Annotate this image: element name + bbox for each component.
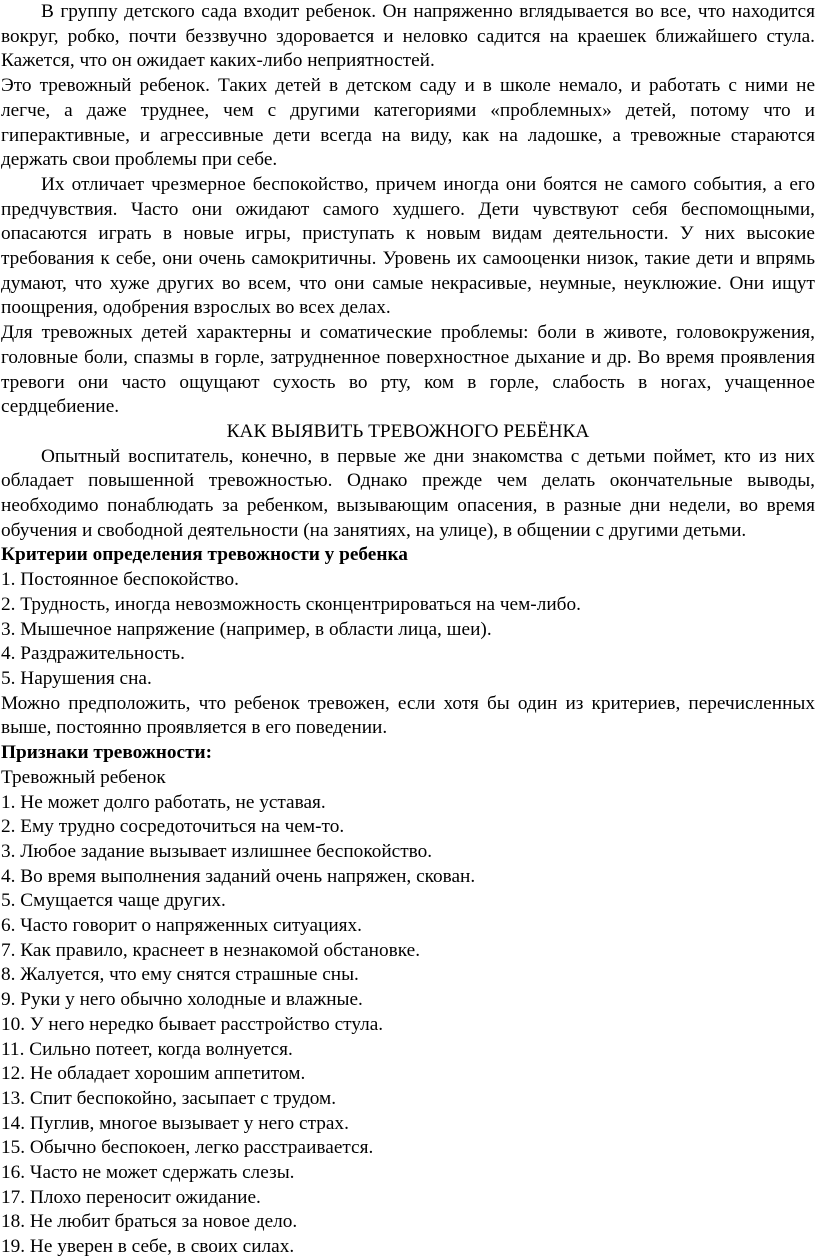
list-item: 7. Как правило, краснеет в незнакомой обстановке.: [1, 939, 421, 961]
list-item: 13. Спит беспокойно, засыпает с трудом.: [1, 1087, 337, 1109]
list-item: 2. Трудность, иногда невозможность сконцентрироваться на чем-либо.: [1, 593, 581, 615]
list-item: 1. Постоянное беспокойство.: [1, 569, 239, 591]
list-item: 16. Часто не может сдержать слезы.: [1, 1162, 295, 1184]
list-item: 10. У него нередко бывает расстройство стула.: [1, 1013, 384, 1035]
list-item: 11. Сильно потеет, когда волнуется.: [1, 1038, 293, 1060]
signs-list: [1, 791, 815, 1260]
list-item: 4. Раздражительность.: [1, 643, 185, 665]
list-item: 2. Ему трудно сосредоточиться на чем-то.: [1, 816, 345, 838]
list-item: 17. Плохо переносит ожидание.: [1, 1186, 261, 1208]
intro-paragraph-1: В группу детского сада входит ребенок. Он напряженно вглядывается во все, что находится вокруг, робко, почти беззвучно здоровается и неловко садится на краешек ближайшего стула. Кажется, что он ожидает каких-либо неприятностей.: [1, 1, 815, 72]
signs-heading: Признаки тревожности:: [1, 742, 213, 764]
list-item: 19. Не уверен в себе, в своих силах.: [1, 1236, 295, 1258]
list-item: 8. Жалуется, что ему снятся страшные сны.: [1, 964, 359, 986]
section-heading: КАК ВЫЯВИТЬ ТРЕВОЖНОГО РЕБЁНКА: [226, 420, 590, 442]
intro-paragraph-3: Их отличает чрезмерное беспокойство, причем иногда они боятся не самого события, а его предчувствия. Часто они ожидают самого худшего. Дети чувствуют себя беспомощными, опасаются играть в новые игры, приступать к новым видам деятельности. У них высокие требования к себе, они очень самокритичны. Уровень их самооценки низок, такие дети и впрямь думают, что хуже других во всем, что они самые некрасивые, неумные, неуклюжие. Они ищут поощрения, одобрения взрослых во всех делах.: [1, 173, 815, 319]
criteria-heading: Критерии определения тревожности у ребенка: [1, 544, 408, 566]
section-paragraph: Опытный воспитатель, конечно, в первые же дни знакомства с детьми поймет, кто из них обладает повышенной тревожностью. Однако прежде чем делать окончательные выводы, необходимо понаблюдать за ребенком, вызывающим опасения, в разные дни недели, во время обучения и свободной деятельности (на занятиях, на улице), в общении с другими детьми.: [1, 445, 815, 541]
intro-paragraph-2: Это тревожный ребенок. Таких детей в детском саду и в школе немало, и работать с ними не легче, а даже труднее, чем с другими категориями «проблемных» детей, потому что и гиперактивные, и агрессивные дети всегда на виду, как на ладошке, а тревожные стараются держать свои проблемы при себе.: [1, 75, 815, 171]
list-item: 5. Смущается чаще других.: [1, 890, 226, 912]
list-item: 18. Не любит браться за новое дело.: [1, 1211, 298, 1233]
criteria-note: Можно предположить, что ребенок тревожен, если хотя бы один из критериев, перечисленных выше, постоянно проявляется в его поведении.: [1, 692, 815, 739]
list-item: 12. Не обладает хорошим аппетитом.: [1, 1063, 306, 1085]
signs-subject: Тревожный ребенок: [1, 766, 166, 788]
list-item: 1. Не может долго работать, не уставая.: [1, 791, 326, 813]
list-item: 14. Пуглив, многое вызывает у него страх.: [1, 1112, 349, 1134]
list-item: 3. Мышечное напряжение (например, в области лица, шеи).: [1, 618, 492, 640]
list-item: 9. Руки у него обычно холодные и влажные.: [1, 989, 363, 1011]
list-item: 15. Обычно беспокоен, легко расстраивается.: [1, 1137, 374, 1159]
criteria-list: [1, 568, 815, 692]
intro-paragraph-4: Для тревожных детей характерны и соматические проблемы: боли в животе, головокружения, головные боли, спазмы в горле, затрудненное поверхностное дыхание и др. Во время проявления тревоги они часто ощущают сухость во рту, ком в горле, слабость в ногах, учащенное сердцебиение.: [1, 322, 815, 418]
list-item: 3. Любое задание вызывает излишнее беспокойство.: [1, 840, 433, 862]
list-item: 6. Часто говорит о напряженных ситуациях.: [1, 915, 362, 937]
list-item: 5. Нарушения сна.: [1, 667, 152, 689]
list-item: 4. Во время выполнения заданий очень напряжен, скован.: [1, 865, 476, 887]
